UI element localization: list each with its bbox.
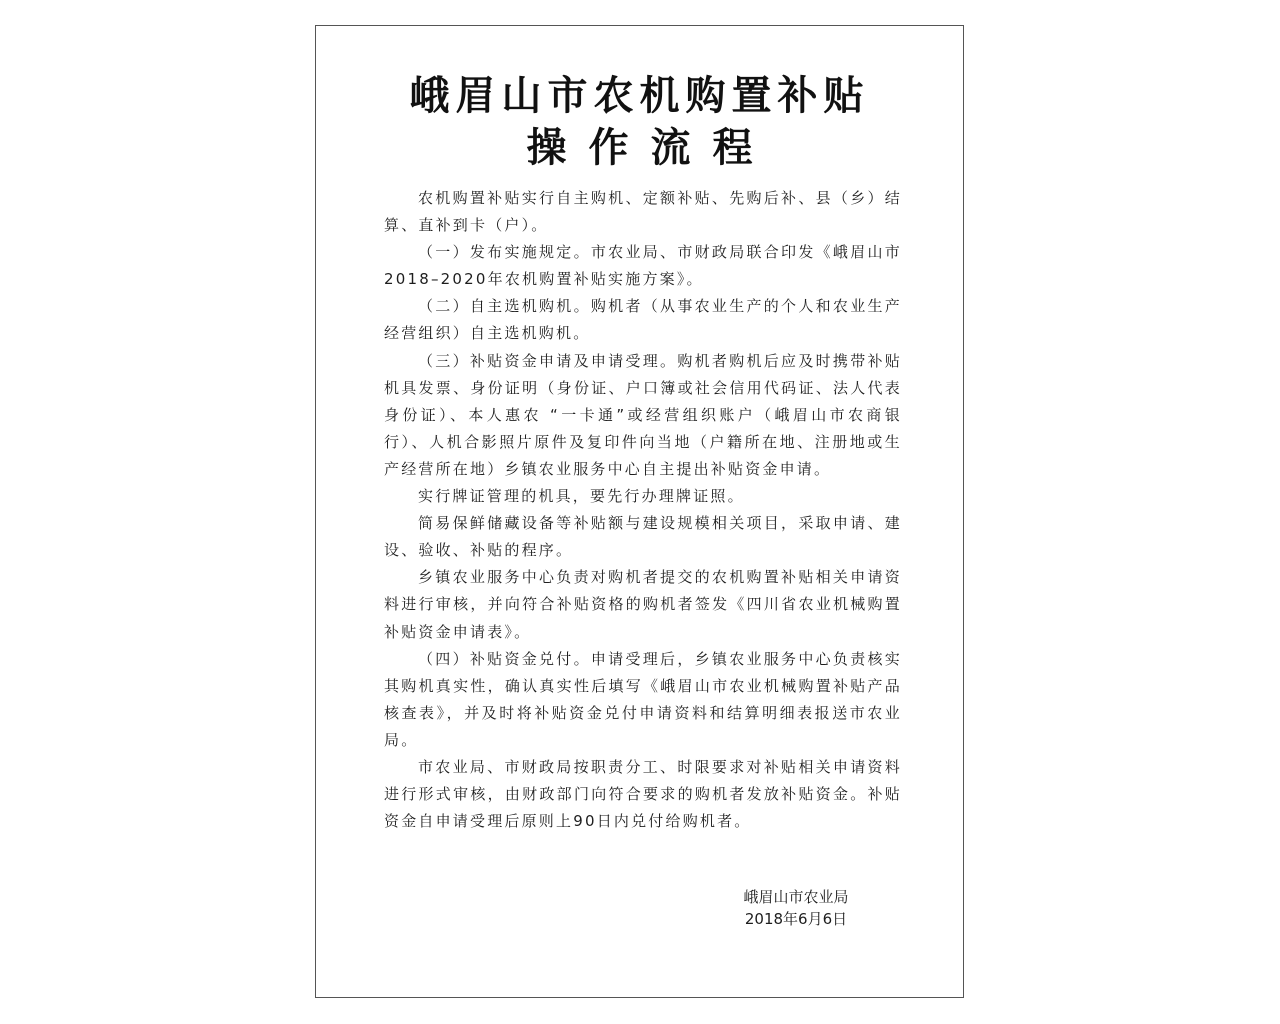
notice-body [384, 185, 902, 835]
signature-org: 峨眉山市农业局 [743, 888, 849, 906]
paragraph-intro: 农机购置补贴实行自主购机、定额补贴、先购后补、县（乡）结算、直补到卡（户）。 [384, 189, 902, 235]
signature-block [696, 886, 896, 930]
paragraph-storage-note: 简易保鲜储藏设备等补贴额与建设规模相关项目，采取申请、建设、验收、补贴的程序。 [384, 514, 902, 560]
paragraph-final: 市农业局、市财政局按职责分工、时限要求对补贴相关申请资料进行形式审核，由财政部门向符合要求的购机者发放补贴资金。补贴资金自申请受理后原则上90日内兑付给购机者。 [384, 757, 902, 831]
paragraph-step-2: （二）自主选机购机。购机者（从事农业生产的个人和农业生产经营组织）自主选机购机。 [384, 297, 902, 343]
page-title: 峨眉山市农机购置补贴 [409, 72, 870, 119]
page-subtitle: 操作流程 [526, 124, 775, 171]
signature-date: 2018年6月6日 [744, 910, 848, 928]
paragraph-step-3: （三）补贴资金申请及申请受理。购机者购机后应及时携带补贴机具发票、身份证明（身份证、户口簿或社会信用代码证、法人代表身份证）、本人惠农 “一卡通”或经营组织账户（峨眉山市农商银行）、人机合影照片原件及复印件向当地（户籍所在地、注册地或生产经营所在地）乡镇农业服务中心自主提出补贴资金申请。 [384, 351, 902, 478]
notice-frame [315, 25, 964, 998]
paragraph-license-note: 实行牌证管理的机具，要先行办理牌证照。 [418, 487, 745, 506]
paragraph-step-1: （一）发布实施规定。市农业局、市财政局联合印发《峨眉山市2018–2020年农机购置补贴实施方案》。 [384, 243, 902, 289]
paragraph-review-note: 乡镇农业服务中心负责对购机者提交的农机购置补贴相关申请资料进行审核，并向符合补贴资格的购机者签发《四川省农业机械购置补贴资金申请表》。 [384, 568, 902, 641]
paragraph-step-4: （四）补贴资金兑付。申请受理后，乡镇农业服务中心负责核实其购机真实性，确认真实性后填写《峨眉山市农业机械购置补贴产品核查表》，并及时将补贴资金兑付申请资料和结算明细表报送市农业局。 [384, 649, 902, 749]
